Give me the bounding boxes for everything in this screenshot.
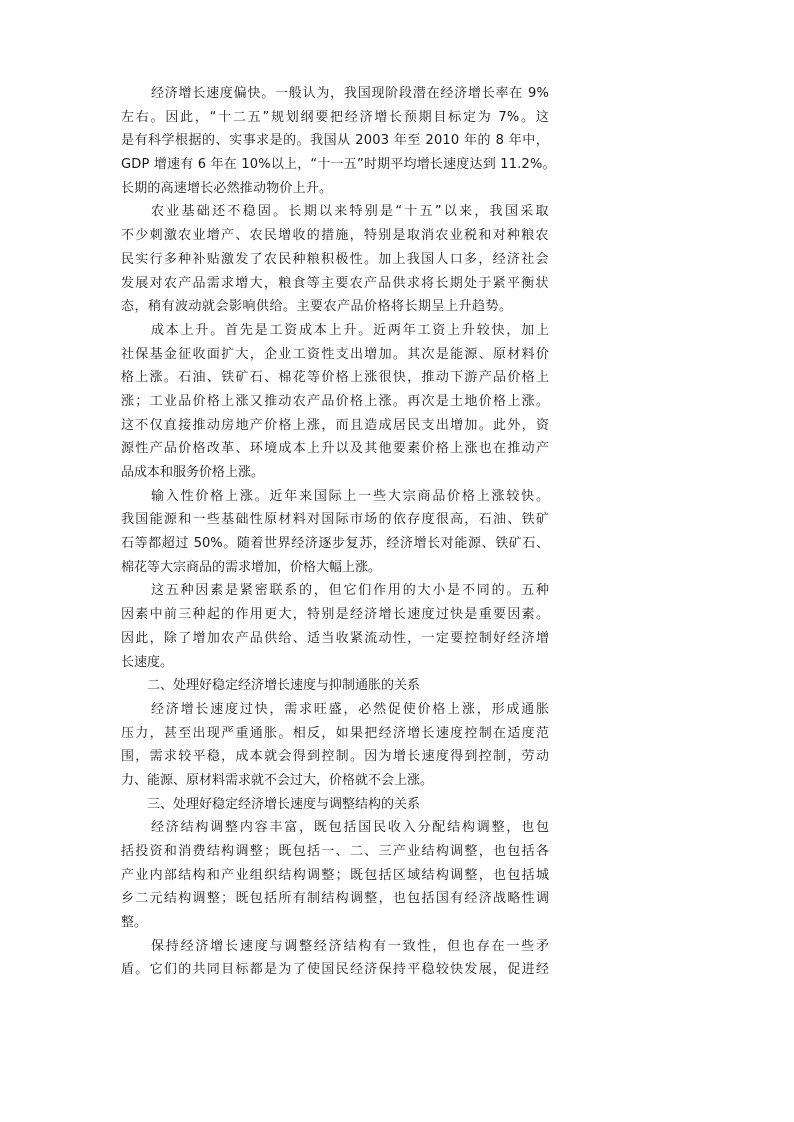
paragraph-imported-inflation [121, 485, 549, 580]
text-line: 整。 [121, 915, 148, 931]
text-line: 棉花等大宗商品的需求增加，价格大幅上涨。 [121, 559, 382, 575]
paragraph-five-factors [121, 579, 549, 674]
text-line: 是有科学根据的、实事求是的。我国从 2003 年至 2010 年的 8 年中， [121, 133, 549, 149]
text-line: 经济增长速度过快，需求旺盛，必然促使价格上涨，形成通胀 [151, 701, 549, 717]
text-line: 这五种因素是紧密联系的，但它们作用的大小是不同的。五种 [151, 583, 549, 599]
paragraph-growth-inflation [121, 698, 549, 793]
text-line: 这不仅直接推动房地产价格上涨，而且造成居民支出增加。此外，资 [121, 417, 549, 433]
text-line: 产业内部结构和产业组织结构调整；既包括区域结构调整，也包括城 [121, 867, 549, 883]
text-line: 我国能源和一些基础性原材料对国际市场的依存度很高，石油、铁矿 [121, 512, 549, 528]
paragraph-cost-rise [121, 319, 549, 485]
text-line: GDP 增速有 6 年在 10%以上，“十一五”时期平均增长速度达到 11.2%。 [121, 157, 556, 173]
section-heading: 二、处理好稳定经济增长速度与抑制通胀的关系 [147, 678, 421, 694]
text-line: 力、能源、原材料需求就不会过大，价格就不会上涨。 [121, 772, 434, 788]
paragraph-consistency [121, 935, 549, 982]
document-body [121, 82, 556, 982]
text-line: 发展对农产品需求增大，粮食等主要农产品供求将长期处于紧平衡状 [121, 275, 549, 291]
text-line: 长速度。 [121, 654, 174, 670]
text-line: 经济增长速度偏快。一般认为，我国现阶段潜在经济增长率在 9% [151, 86, 549, 101]
paragraph-agriculture [121, 200, 549, 318]
text-line: 源性产品价格改革、环境成本上升以及其他要素价格上涨也在推动产 [121, 441, 549, 457]
text-line: 石等都超过 50%。随着世界经济逐步复苏，经济增长对能源、铁矿石、 [121, 536, 549, 552]
text-line: 因素中前三种起的作用更大，特别是经济增长速度过快是重要因素。 [121, 607, 549, 623]
text-line: 民实行多种补贴激发了农民种粮积极性。加上我国人口多，经济社会 [121, 251, 549, 267]
section-heading-structure [121, 793, 549, 817]
text-line: 农业基础还不稳固。长期以来特别是“十五”以来，我国采取 [151, 204, 549, 220]
text-line: 涨；工业品价格上涨又推动农产品价格上涨。再次是土地价格上涨。 [121, 393, 549, 409]
text-line: 长期的高速增长必然推动物价上升。 [121, 180, 333, 196]
text-line: 保持经济增长速度与调整经济结构有一致性，但也存在一些矛 [151, 938, 549, 954]
text-line: 压力，甚至出现严重通胀。相反，如果把经济增长速度控制在适度范 [121, 725, 549, 741]
text-line: 不少刺激农业增产、农民增收的措施，特别是取消农业税和对种粮农 [121, 228, 549, 244]
text-line: 成本上升。首先是工资成本上升。近两年工资上升较快，加上 [151, 322, 549, 338]
paragraph-structure-adjustment [121, 816, 549, 934]
text-line: 态，稍有波动就会影响供给。主要农产品价格将长期呈上升趋势。 [121, 299, 513, 315]
text-line: 品成本和服务价格上涨。 [121, 465, 265, 480]
text-line: 输入性价格上涨。近年来国际上一些大宗商品价格上涨较快。 [151, 488, 549, 504]
text-line: 因此，除了增加农产品供给、适当收紧流动性，一定要控制好经济增 [121, 630, 549, 646]
text-line: 左右。因此，“十二五”规划纲要把经济增长预期目标定为 7%。这 [121, 109, 549, 125]
text-line: 经济结构调整内容丰富，既包括国民收入分配结构调整，也包 [151, 820, 549, 836]
paragraph-growth-speed [121, 82, 556, 200]
text-line: 格上涨。石油、铁矿石、棉花等价格上涨很快，推动下游产品价格上 [121, 370, 549, 386]
text-line: 括投资和消费结构调整；既包括一、二、三产业结构调整，也包括各 [121, 844, 549, 859]
section-heading-growth-inflation [121, 674, 549, 698]
text-line: 社保基金征收面扩大，企业工资性支出增加。其次是能源、原材料价 [121, 346, 549, 362]
section-heading: 三、处理好稳定经济增长速度与调整结构的关系 [147, 796, 421, 812]
text-line: 盾。它们的共同目标都是为了使国民经济保持平稳较快发展，促进经 [121, 962, 549, 978]
text-line: 围，需求较平稳，成本就会得到控制。因为增长速度得到控制，劳动 [121, 749, 549, 765]
text-line: 乡二元结构调整；既包括所有制结构调整，也包括国有经济战略性调 [121, 891, 549, 907]
